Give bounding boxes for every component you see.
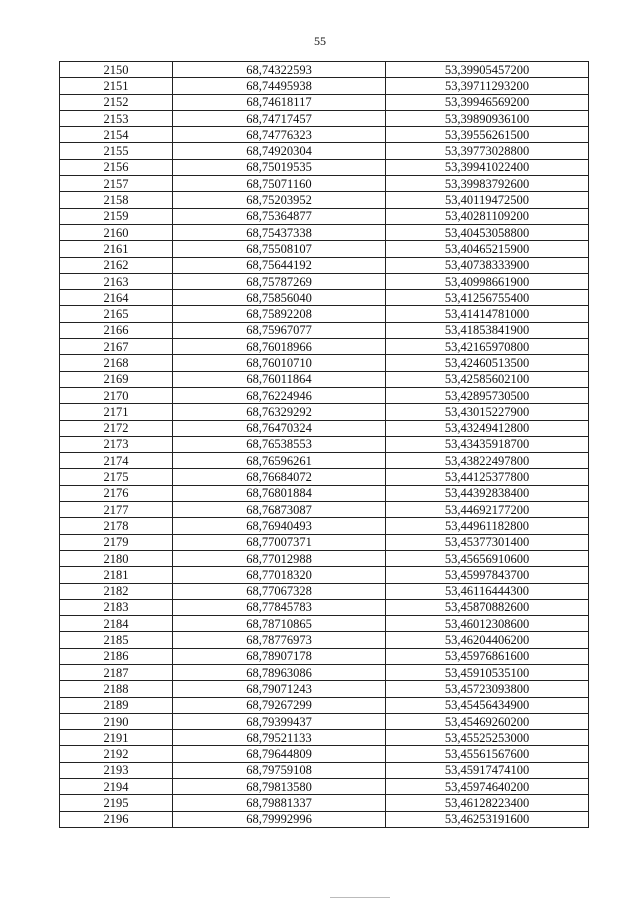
point-number-cell: 2177 — [60, 502, 173, 518]
x-coordinate-cell: 68,75644192 — [173, 257, 386, 273]
table-row — [60, 583, 589, 599]
point-number-cell: 2172 — [60, 420, 173, 436]
y-coordinate-cell: 53,39983792600 — [386, 176, 589, 192]
table-row — [60, 616, 589, 632]
page-number: 55 — [314, 34, 326, 48]
point-number-cell: 2151 — [60, 78, 173, 94]
x-coordinate-cell: 68,76801884 — [173, 485, 386, 501]
point-number-cell: 2175 — [60, 469, 173, 485]
x-coordinate-cell: 68,77067328 — [173, 583, 386, 599]
table-row — [60, 730, 589, 746]
x-coordinate-cell: 68,76470324 — [173, 420, 386, 436]
x-coordinate-cell: 68,76329292 — [173, 404, 386, 420]
point-number-cell: 2176 — [60, 485, 173, 501]
y-coordinate-cell: 53,41414781000 — [386, 306, 589, 322]
x-coordinate-cell: 68,78710865 — [173, 616, 386, 632]
y-coordinate-cell: 53,40281109200 — [386, 208, 589, 224]
table-row — [60, 697, 589, 713]
table-row — [60, 127, 589, 143]
table-row — [60, 713, 589, 729]
x-coordinate-cell: 68,74920304 — [173, 143, 386, 159]
table-row — [60, 306, 589, 322]
y-coordinate-cell: 53,40998661900 — [386, 273, 589, 289]
y-coordinate-cell: 53,42895730500 — [386, 387, 589, 403]
table-row — [60, 176, 589, 192]
table-row — [60, 355, 589, 371]
y-coordinate-cell: 53,39890936100 — [386, 110, 589, 126]
table-row — [60, 746, 589, 762]
x-coordinate-cell: 68,75892208 — [173, 306, 386, 322]
x-coordinate-cell: 68,79267299 — [173, 697, 386, 713]
table-row — [60, 811, 589, 827]
point-number-cell: 2184 — [60, 616, 173, 632]
table-row — [60, 632, 589, 648]
point-number-cell: 2171 — [60, 404, 173, 420]
table-row — [60, 599, 589, 615]
table-row — [60, 387, 589, 403]
y-coordinate-cell: 53,40119472500 — [386, 192, 589, 208]
x-coordinate-cell: 68,79399437 — [173, 713, 386, 729]
x-coordinate-cell: 68,76596261 — [173, 453, 386, 469]
x-coordinate-cell: 68,79813580 — [173, 779, 386, 795]
y-coordinate-cell: 53,41853841900 — [386, 322, 589, 338]
x-coordinate-cell: 68,76011864 — [173, 371, 386, 387]
table-row — [60, 192, 589, 208]
point-number-cell: 2168 — [60, 355, 173, 371]
table-row — [60, 94, 589, 110]
point-number-cell: 2185 — [60, 632, 173, 648]
coordinates-table-body — [60, 62, 589, 828]
table-row — [60, 241, 589, 257]
table-row — [60, 143, 589, 159]
point-number-cell: 2155 — [60, 143, 173, 159]
table-row — [60, 550, 589, 566]
table-row — [60, 469, 589, 485]
table-row — [60, 404, 589, 420]
point-number-cell: 2167 — [60, 339, 173, 355]
table-row — [60, 453, 589, 469]
point-number-cell: 2186 — [60, 648, 173, 664]
y-coordinate-cell: 53,45910535100 — [386, 664, 589, 680]
x-coordinate-cell: 68,77007371 — [173, 534, 386, 550]
y-coordinate-cell: 53,39905457200 — [386, 62, 589, 78]
point-number-cell: 2166 — [60, 322, 173, 338]
x-coordinate-cell: 68,74618117 — [173, 94, 386, 110]
table-row — [60, 779, 589, 795]
y-coordinate-cell: 53,45870882600 — [386, 599, 589, 615]
y-coordinate-cell: 53,41256755400 — [386, 290, 589, 306]
point-number-cell: 2183 — [60, 599, 173, 615]
point-number-cell: 2165 — [60, 306, 173, 322]
coordinates-table — [59, 61, 589, 828]
table-row — [60, 159, 589, 175]
x-coordinate-cell: 68,74717457 — [173, 110, 386, 126]
point-number-cell: 2174 — [60, 453, 173, 469]
table-row — [60, 681, 589, 697]
y-coordinate-cell: 53,45456434900 — [386, 697, 589, 713]
table-row — [60, 273, 589, 289]
x-coordinate-cell: 68,79759108 — [173, 762, 386, 778]
table-row — [60, 502, 589, 518]
table-row — [60, 371, 589, 387]
y-coordinate-cell: 53,44692177200 — [386, 502, 589, 518]
x-coordinate-cell: 68,76940493 — [173, 518, 386, 534]
table-row — [60, 208, 589, 224]
x-coordinate-cell: 68,74495938 — [173, 78, 386, 94]
point-number-cell: 2178 — [60, 518, 173, 534]
point-number-cell: 2161 — [60, 241, 173, 257]
point-number-cell: 2152 — [60, 94, 173, 110]
point-number-cell: 2150 — [60, 62, 173, 78]
y-coordinate-cell: 53,44125377800 — [386, 469, 589, 485]
table-row — [60, 518, 589, 534]
point-number-cell: 2162 — [60, 257, 173, 273]
x-coordinate-cell: 68,79881337 — [173, 795, 386, 811]
point-number-cell: 2159 — [60, 208, 173, 224]
point-number-cell: 2154 — [60, 127, 173, 143]
table-row — [60, 534, 589, 550]
point-number-cell: 2160 — [60, 224, 173, 240]
table-row — [60, 322, 589, 338]
y-coordinate-cell: 53,39773028800 — [386, 143, 589, 159]
y-coordinate-cell: 53,43822497800 — [386, 453, 589, 469]
y-coordinate-cell: 53,43015227900 — [386, 404, 589, 420]
point-number-cell: 2169 — [60, 371, 173, 387]
point-number-cell: 2164 — [60, 290, 173, 306]
y-coordinate-cell: 53,40465215900 — [386, 241, 589, 257]
table-row — [60, 62, 589, 78]
y-coordinate-cell: 53,42165970800 — [386, 339, 589, 355]
y-coordinate-cell: 53,45525253000 — [386, 730, 589, 746]
table-row — [60, 795, 589, 811]
y-coordinate-cell: 53,43249412800 — [386, 420, 589, 436]
y-coordinate-cell: 53,39941022400 — [386, 159, 589, 175]
table-row — [60, 339, 589, 355]
y-coordinate-cell: 53,46204406200 — [386, 632, 589, 648]
y-coordinate-cell: 53,42585602100 — [386, 371, 589, 387]
table-row — [60, 420, 589, 436]
x-coordinate-cell: 68,79521133 — [173, 730, 386, 746]
y-coordinate-cell: 53,45974640200 — [386, 779, 589, 795]
table-row — [60, 436, 589, 452]
y-coordinate-cell: 53,45917474100 — [386, 762, 589, 778]
y-coordinate-cell: 53,44961182800 — [386, 518, 589, 534]
y-coordinate-cell: 53,39556261500 — [386, 127, 589, 143]
x-coordinate-cell: 68,74776323 — [173, 127, 386, 143]
x-coordinate-cell: 68,79071243 — [173, 681, 386, 697]
point-number-cell: 2193 — [60, 762, 173, 778]
y-coordinate-cell: 53,45723093800 — [386, 681, 589, 697]
x-coordinate-cell: 68,74322593 — [173, 62, 386, 78]
table-row — [60, 567, 589, 583]
point-number-cell: 2156 — [60, 159, 173, 175]
point-number-cell: 2194 — [60, 779, 173, 795]
y-coordinate-cell: 53,39711293200 — [386, 78, 589, 94]
table-row — [60, 110, 589, 126]
x-coordinate-cell: 68,77845783 — [173, 599, 386, 615]
x-coordinate-cell: 68,78963086 — [173, 664, 386, 680]
point-number-cell: 2195 — [60, 795, 173, 811]
y-coordinate-cell: 53,45561567600 — [386, 746, 589, 762]
x-coordinate-cell: 68,75508107 — [173, 241, 386, 257]
y-coordinate-cell: 53,45656910600 — [386, 550, 589, 566]
y-coordinate-cell: 53,44392838400 — [386, 485, 589, 501]
y-coordinate-cell: 53,46128223400 — [386, 795, 589, 811]
point-number-cell: 2153 — [60, 110, 173, 126]
x-coordinate-cell: 68,75856040 — [173, 290, 386, 306]
x-coordinate-cell: 68,75364877 — [173, 208, 386, 224]
y-coordinate-cell: 53,43435918700 — [386, 436, 589, 452]
x-coordinate-cell: 68,78776973 — [173, 632, 386, 648]
point-number-cell: 2182 — [60, 583, 173, 599]
x-coordinate-cell: 68,75967077 — [173, 322, 386, 338]
x-coordinate-cell: 68,76684072 — [173, 469, 386, 485]
point-number-cell: 2189 — [60, 697, 173, 713]
x-coordinate-cell: 68,76873087 — [173, 502, 386, 518]
point-number-cell: 2157 — [60, 176, 173, 192]
x-coordinate-cell: 68,77018320 — [173, 567, 386, 583]
x-coordinate-cell: 68,76018966 — [173, 339, 386, 355]
y-coordinate-cell: 53,42460513500 — [386, 355, 589, 371]
table-row — [60, 257, 589, 273]
x-coordinate-cell: 68,76010710 — [173, 355, 386, 371]
x-coordinate-cell: 68,76224946 — [173, 387, 386, 403]
point-number-cell: 2196 — [60, 811, 173, 827]
y-coordinate-cell: 53,45976861600 — [386, 648, 589, 664]
point-number-cell: 2181 — [60, 567, 173, 583]
x-coordinate-cell: 68,75019535 — [173, 159, 386, 175]
y-coordinate-cell: 53,45377301400 — [386, 534, 589, 550]
table-row — [60, 485, 589, 501]
point-number-cell: 2180 — [60, 550, 173, 566]
table-row — [60, 290, 589, 306]
x-coordinate-cell: 68,77012988 — [173, 550, 386, 566]
point-number-cell: 2188 — [60, 681, 173, 697]
x-coordinate-cell: 68,75437338 — [173, 224, 386, 240]
x-coordinate-cell: 68,79992996 — [173, 811, 386, 827]
point-number-cell: 2179 — [60, 534, 173, 550]
scan-artifact-line — [330, 897, 390, 898]
point-number-cell: 2163 — [60, 273, 173, 289]
point-number-cell: 2192 — [60, 746, 173, 762]
y-coordinate-cell: 53,45469260200 — [386, 713, 589, 729]
y-coordinate-cell: 53,46253191600 — [386, 811, 589, 827]
table-row — [60, 762, 589, 778]
y-coordinate-cell: 53,46012308600 — [386, 616, 589, 632]
y-coordinate-cell: 53,45997843700 — [386, 567, 589, 583]
table-row — [60, 664, 589, 680]
table-row — [60, 648, 589, 664]
y-coordinate-cell: 53,40738333900 — [386, 257, 589, 273]
y-coordinate-cell: 53,46116444300 — [386, 583, 589, 599]
table-row — [60, 78, 589, 94]
point-number-cell: 2173 — [60, 436, 173, 452]
x-coordinate-cell: 68,76538553 — [173, 436, 386, 452]
x-coordinate-cell: 68,75787269 — [173, 273, 386, 289]
point-number-cell: 2170 — [60, 387, 173, 403]
point-number-cell: 2191 — [60, 730, 173, 746]
point-number-cell: 2158 — [60, 192, 173, 208]
point-number-cell: 2187 — [60, 664, 173, 680]
x-coordinate-cell: 68,78907178 — [173, 648, 386, 664]
x-coordinate-cell: 68,75203952 — [173, 192, 386, 208]
table-row — [60, 224, 589, 240]
y-coordinate-cell: 53,40453058800 — [386, 224, 589, 240]
point-number-cell: 2190 — [60, 713, 173, 729]
x-coordinate-cell: 68,75071160 — [173, 176, 386, 192]
x-coordinate-cell: 68,79644809 — [173, 746, 386, 762]
y-coordinate-cell: 53,39946569200 — [386, 94, 589, 110]
